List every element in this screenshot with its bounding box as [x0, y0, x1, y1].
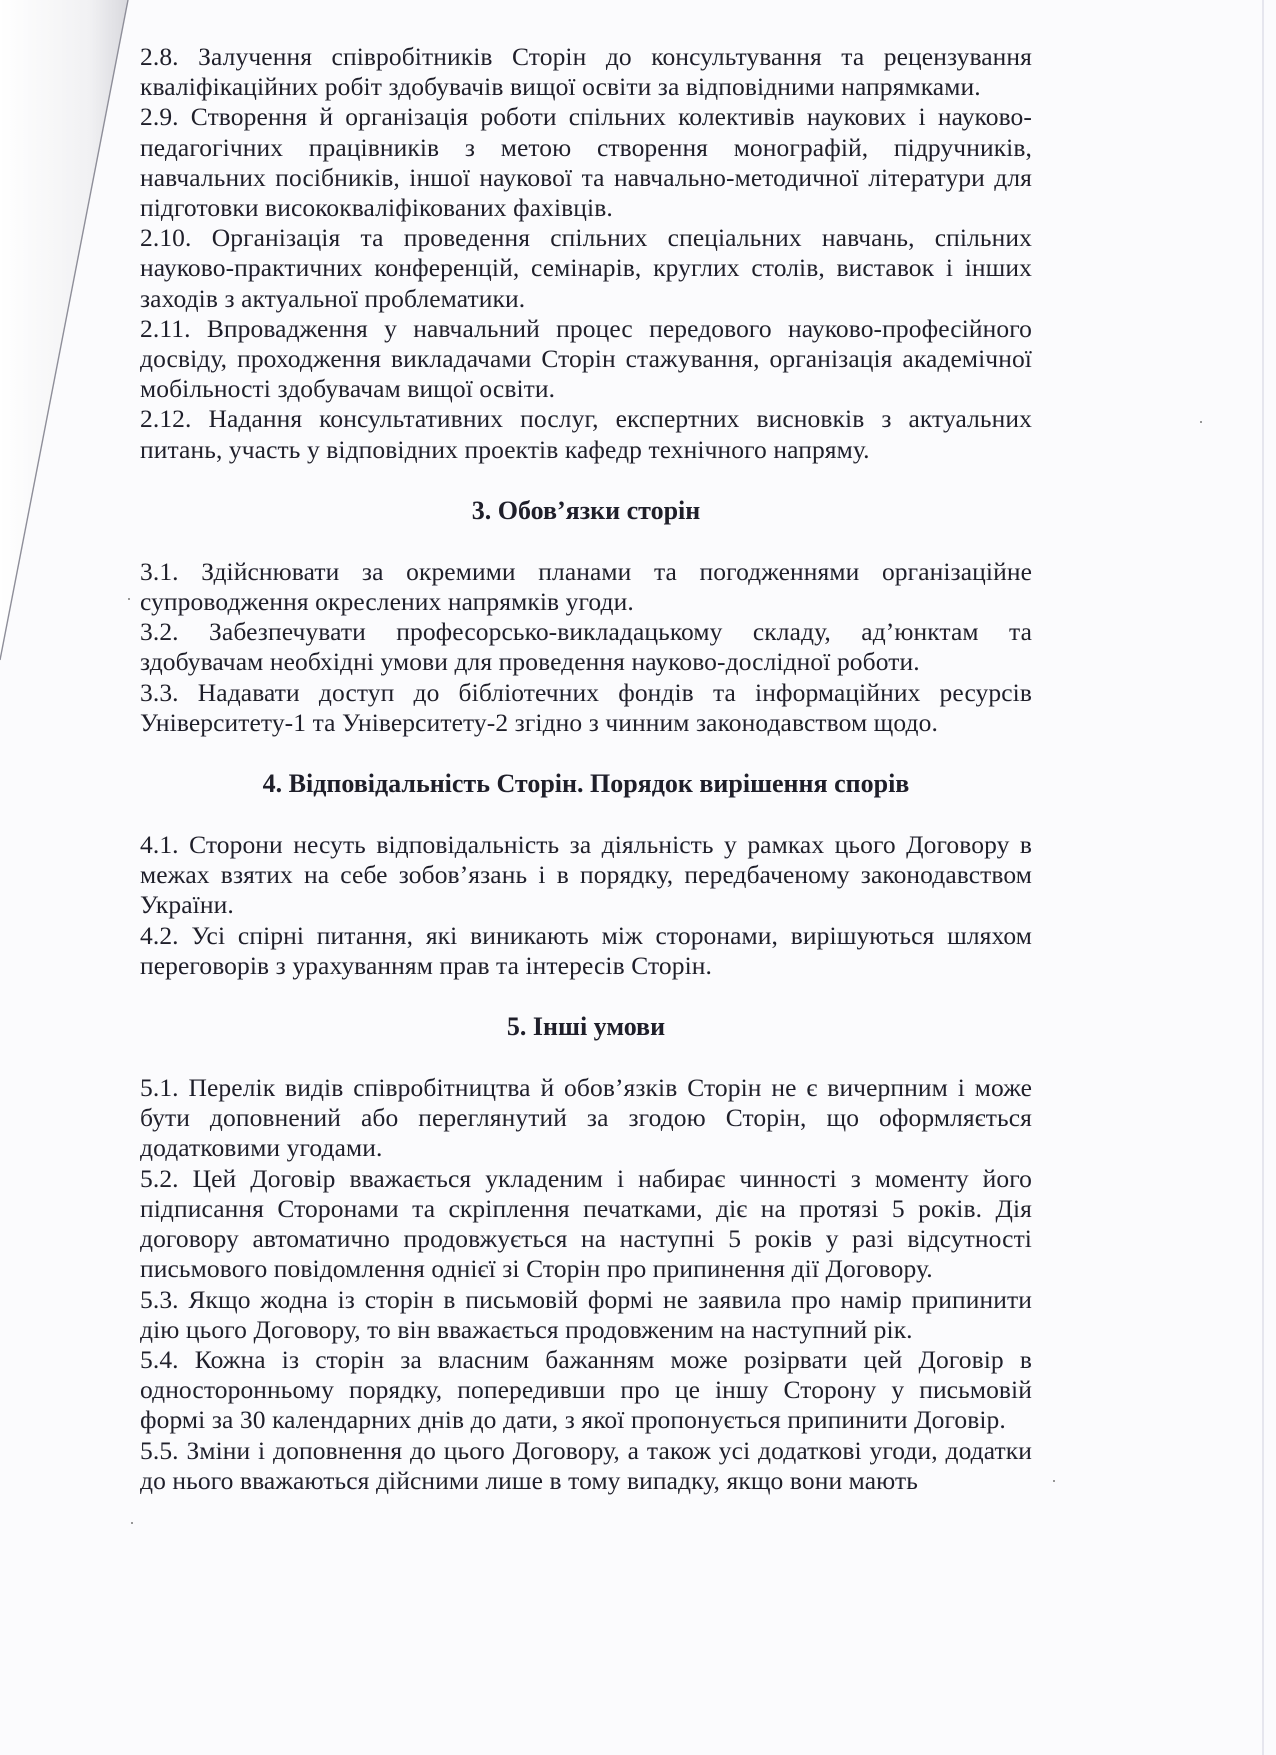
scanned-page-fold-shadow: [0, 0, 140, 700]
clause-5-3: 5.3. Якщо жодна із сторін в письмовій формі не заявила про намір припинити дію цього Договору, то він вважається продовженим на наступний рік.: [140, 1284, 1032, 1344]
clause-5-5: 5.5. Зміни і доповнення до цього Договору, а також усі додаткові угоди, додатки до нього вважаються дійсними лише в тому випадку, якщо вони мають: [140, 1435, 1032, 1495]
clause-2-9: 2.9. Створення й організація роботи спільних колективів наукових і науково-педагогічних працівників з метою створення монографій, підручників, навчальних посібників, іншої наукової та навчально-методичної літератури для підготовки висококваліфікованих фахівців.: [140, 102, 1032, 223]
scan-speck: [1053, 1480, 1055, 1482]
section-5-heading: 5. Інші умови: [506, 1012, 666, 1042]
clause-2-12: 2.12. Надання консультативних послуг, експертних висновків з актуальних питань, участь у відповідних проектів кафедр технічного напряму.: [140, 404, 1032, 464]
clause-4-1: 4.1. Сторони несуть відповідальність за діяльність у рамках цього Договору в межах взятих на себе зобов’язань і в порядку, передбаченому законодавством України.: [140, 830, 1032, 920]
clause-5-2: 5.2. Цей Договір вважається укладеним і набирає чинності з моменту його підписання Сторонами та скріплення печатками, діє на протязі 5 років. Дія договору автоматично продовжується на наступні 5 років у разі відсутності письмового повідомлення однієї зі Сторін про припинення дії Договору.: [140, 1163, 1032, 1284]
clause-2-10: 2.10. Організація та проведення спільних спеціальних навчань, спільних науково-практичних конференцій, семінарів, круглих столів, виставок і інших заходів з актуальної проблематики.: [140, 223, 1032, 313]
page-right-edge: [1262, 0, 1264, 1755]
clause-3-3: 3.3. Надавати доступ до бібліотечних фондів та інформаційних ресурсів Університету-1 та Університету-2 згідно з чинним законодавством щодо.: [140, 677, 1032, 737]
scan-speck: [1200, 421, 1202, 423]
section-3-heading: 3. Обов’язки сторін: [471, 495, 701, 525]
clause-4-2: 4.2. Усі спірні питання, які виникають між сторонами, вирішуються шляхом переговорів з урахуванням прав та інтересів Сторін.: [140, 920, 1032, 980]
scan-speck: [128, 598, 130, 600]
clause-3-1: 3.1. Здійснювати за окремими планами та погодженнями організаційне супроводження окреслених напрямків угоди.: [140, 556, 1032, 617]
scan-speck: [131, 1522, 133, 1524]
clause-5-4: 5.4. Кожна із сторін за власним бажанням може розірвати цей Договір в односторонньому порядку, попередивши про це іншу Сторону у письмовій формі за 30 календарних днів до дати, з якої пропонується припинити Договір.: [140, 1344, 1032, 1435]
clause-3-2: 3.2. Забезпечувати професорсько-викладацькому складу, ад’юнктам та здобувачам необхідні умови для проведення науково-дослідної роботи.: [140, 617, 1032, 677]
document-page: [140, 42, 1032, 1496]
clause-5-1: 5.1. Перелік видів співробітництва й обов’язків Сторін не є вичерпним і може бути доповнений або переглянутий за згодою Сторін, що оформляється додатковими угодами.: [140, 1073, 1032, 1163]
clause-2-8: 2.8. Залучення співробітників Сторін до консультування та рецензування кваліфікаційних робіт здобувачів вищої освіти за відповідними напрямками.: [140, 42, 1032, 102]
section-4-heading: 4. Відповідальність Сторін. Порядок вирішення спорів: [262, 769, 910, 799]
clause-2-11: 2.11. Впровадження у навчальний процес передового науково-професійного досвіду, проходження викладачами Сторін стажування, організація академічної мобільності здобувачам вищої освіти.: [140, 313, 1032, 404]
